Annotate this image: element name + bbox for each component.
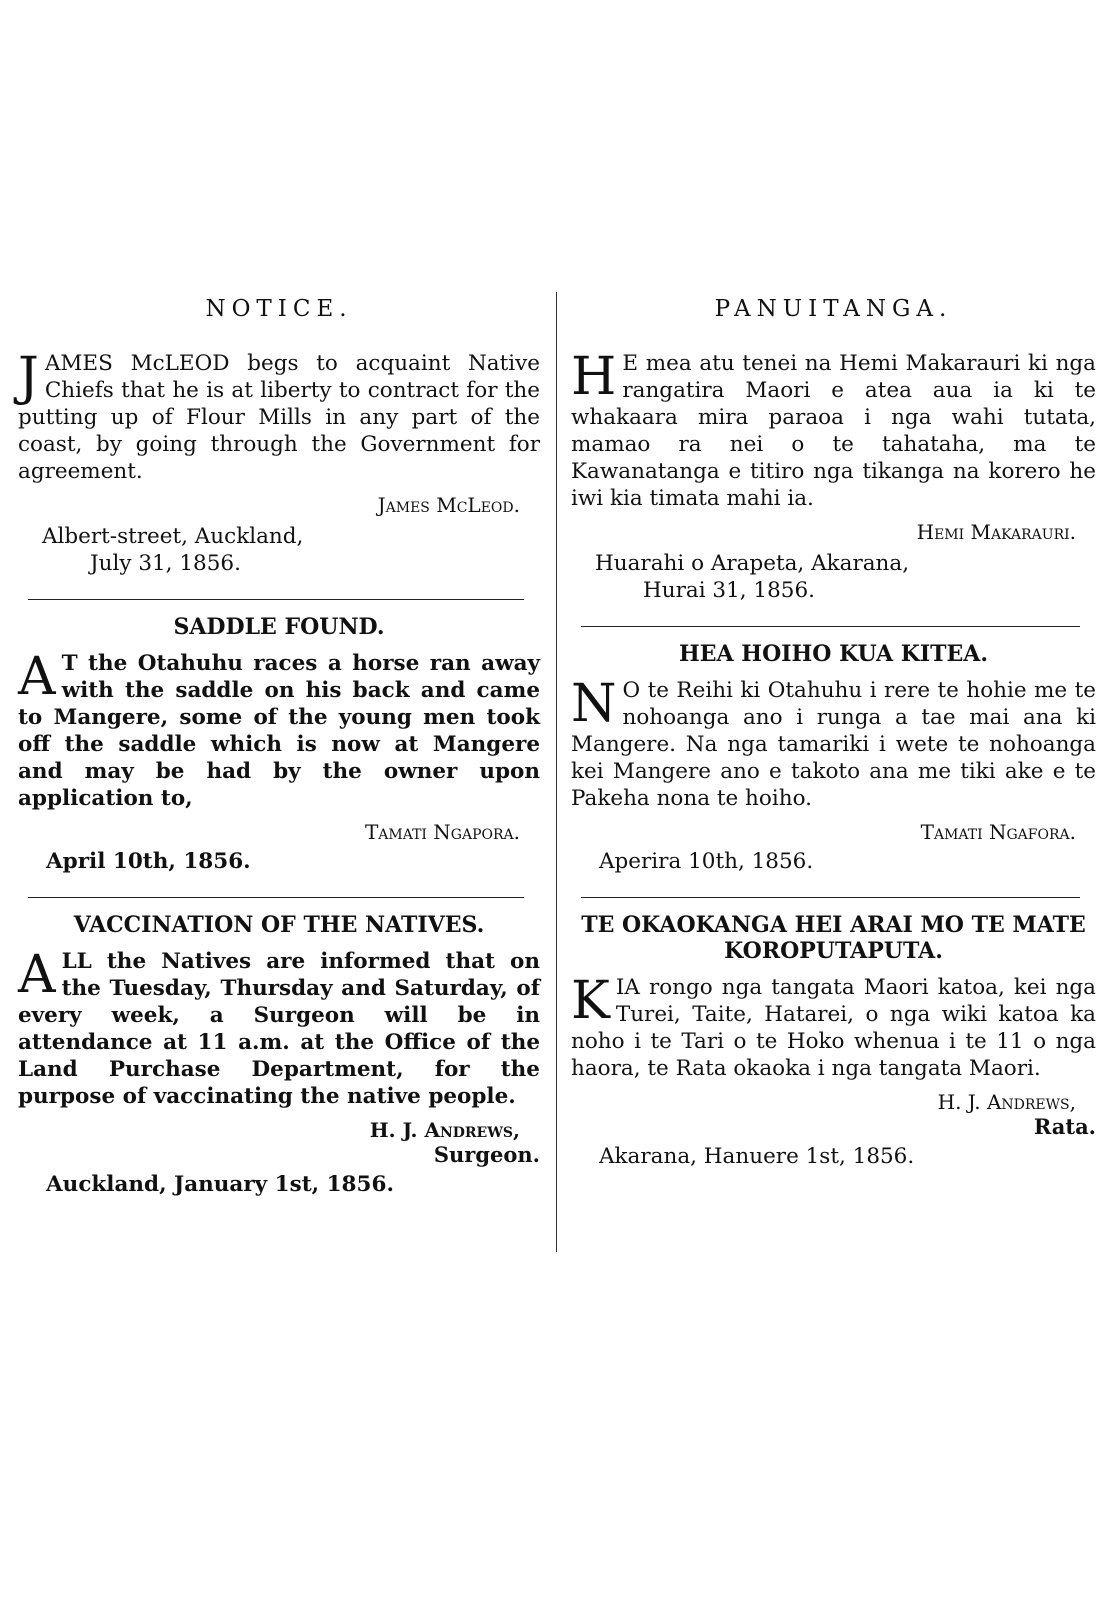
drop-cap: J [18, 347, 39, 407]
notice-heading: PANUITANGA. [714, 296, 953, 322]
vaccination-signature: H. J. Andrews, [937, 1090, 1076, 1114]
saddle-heading: SADDLE FOUND. [173, 614, 385, 640]
mcleod-notice-en [18, 296, 540, 600]
saddle-date: Aperira 10th, 1856. [599, 849, 814, 874]
vaccination-body: KIA rongo nga tangata Maori katoa, kei nga Turei, Taite, Hatarei, o nga wiki katoa ka noho i te Tari o te Hoko whenua i te 11 o nga haora, te Rata okaoka i nga tangata Maori. [571, 971, 1096, 1081]
saddle-found-en [18, 614, 540, 898]
vaccination-heading: TE OKAOKANGA HEI ARAI MO TE MATE KOROPUTAPUTA. [581, 912, 1086, 964]
notice-signature: Hemi Makarauri. [916, 520, 1076, 544]
section-rule [581, 897, 1080, 898]
column-divider [556, 292, 557, 1252]
saddle-heading: HEA HOIHO KUA KITEA. [679, 641, 988, 667]
drop-cap: H [571, 347, 617, 407]
drop-cap: A [18, 945, 56, 1005]
vaccination-heading: VACCINATION OF THE NATIVES. [73, 912, 485, 938]
vaccination-rank: Rata. [1033, 1114, 1096, 1139]
drop-cap: N [571, 674, 617, 734]
notice-date: July 31, 1856. [90, 551, 241, 576]
saddle-found-mi [571, 641, 1096, 898]
saddle-date: April 10th, 1856. [46, 849, 251, 874]
vaccination-mi [571, 912, 1096, 1170]
notice-body: JAMES McLEOD begs to acquaint Native Chiefs that he is at liberty to contract for the putting up of Flour Mills in any part of the coast, by going through the Government for agreement. [18, 347, 540, 484]
notice-signature: James McLeod. [377, 493, 520, 517]
drop-cap: K [571, 971, 610, 1031]
notice-place: Huarahi o Arapeta, Akarana, [595, 551, 910, 576]
mcleod-notice-mi [571, 296, 1096, 627]
vaccination-date: Auckland, January 1st, 1856. [46, 1172, 394, 1197]
vaccination-body: ALL the Natives are informed that on the Tuesday, Thursday and Saturday, of every week, a Surgeon will be in attendance at 11 a.m. at the Office of the Land Purchase Department, for the purpose of vaccinating the native people. [18, 945, 540, 1109]
saddle-body: N O te Reihi ki Otahuhu i rere te hohie me te nohoanga ano i runga a tae mai ana ki Mangere. Na nga tamariki i wete te nohoanga kei Mangere ano e takoto ana me tiki ake e te Pakeha nona te hoiho. [571, 674, 1096, 811]
section-rule [28, 897, 524, 898]
maori-column [571, 296, 1096, 1170]
section-rule [28, 599, 524, 600]
vaccination-rank: Surgeon. [433, 1142, 540, 1167]
section-rule [581, 626, 1080, 627]
notice-body: H E mea atu tenei na Hemi Makarauri ki nga rangatira Maori e atea aua ia ki te whakaara mira paraoa i nga wahi tutata, mamao ra nei o te tahataha, ma te Kawanatanga e titiro nga tikanga na korero he iwi kia timata mahi ia. [571, 347, 1096, 511]
vaccination-signature: H. J. Andrews, [369, 1118, 520, 1142]
english-column [18, 296, 540, 1198]
vaccination-en [18, 912, 540, 1198]
saddle-signature: Tamati Ngafora. [920, 820, 1076, 844]
vaccination-date: Akarana, Hanuere 1st, 1856. [599, 1144, 915, 1169]
drop-cap: A [18, 647, 56, 707]
notice-heading: NOTICE. [205, 296, 353, 322]
saddle-signature: Tamati Ngapora. [364, 820, 520, 844]
saddle-body: A T the Otahuhu races a horse ran away with the saddle on his back and came to Mangere, some of the young men took off the saddle which is now at Mangere and may be had by the owner upon application to, [18, 647, 540, 811]
notice-place: Albert-street, Auckland, [42, 524, 304, 549]
notice-date: Hurai 31, 1856. [643, 578, 815, 603]
